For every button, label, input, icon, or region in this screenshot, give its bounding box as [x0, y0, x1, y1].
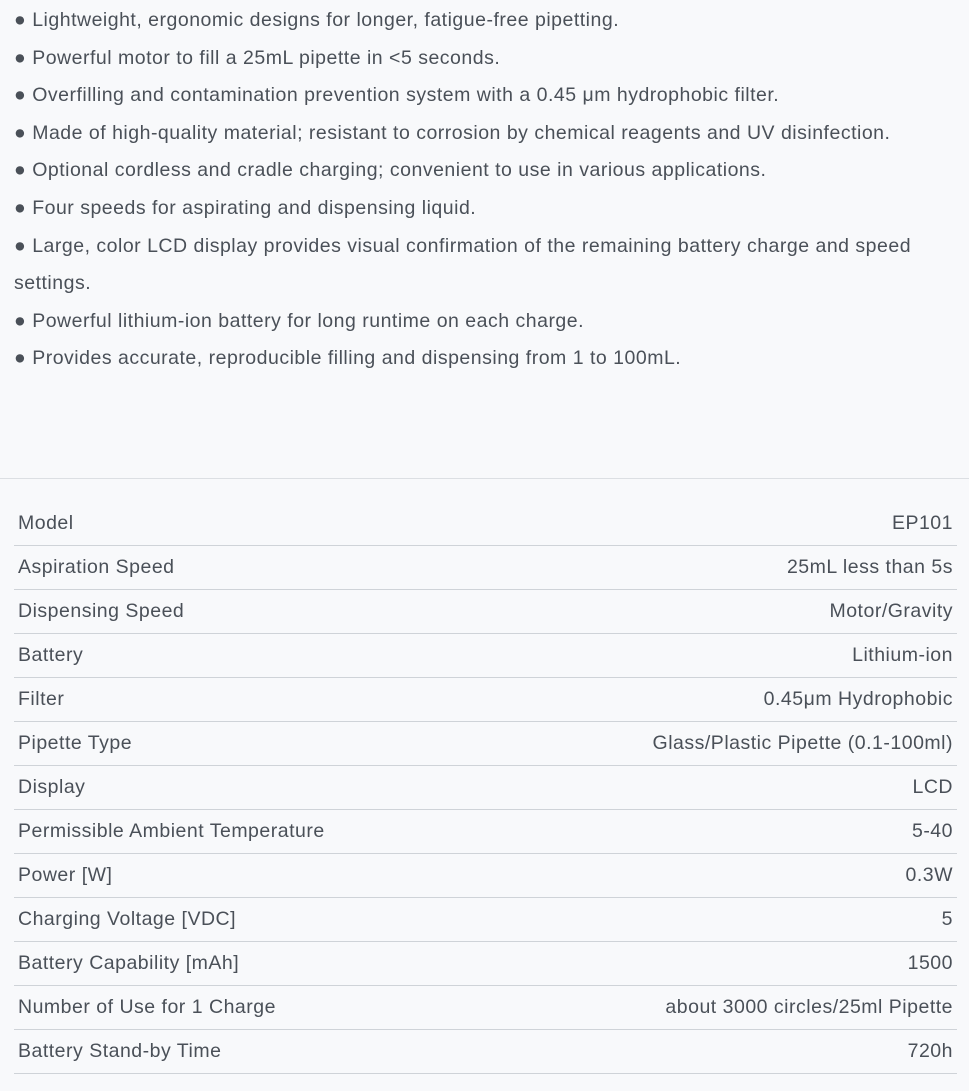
spec-row-uses-per-charge: [14, 986, 957, 1030]
spec-row-battery-capability: [14, 942, 957, 986]
feature-item: ● Overfilling and contamination prevention system with a 0.45 μm hydrophobic filter.: [14, 84, 780, 107]
spec-label: Charging Voltage [VDC]: [18, 908, 237, 930]
spec-label: Battery Capability [mAh]: [18, 952, 240, 974]
spec-value: 5-40: [911, 820, 953, 842]
spec-value: 1500: [907, 952, 953, 974]
spec-value: 5: [941, 908, 953, 930]
spec-value: EP101: [891, 512, 953, 534]
spec-row-standby-time: [14, 1030, 957, 1074]
spec-label: Filter: [18, 688, 65, 710]
spec-label: Dispensing Speed: [18, 600, 185, 622]
feature-item: ● Provides accurate, reproducible filling and dispensing from 1 to 100mL.: [14, 347, 682, 370]
spec-label: Permissible Ambient Temperature: [18, 820, 325, 842]
spec-row-battery: [14, 634, 957, 678]
feature-item: ● Large, color LCD display provides visual confirmation of the remaining battery charge and speed settings.: [14, 234, 912, 295]
spec-value: 0.45μm Hydrophobic: [763, 688, 953, 710]
spec-value: LCD: [912, 776, 953, 798]
spec-value: 0.3W: [905, 864, 953, 886]
spec-label: Battery Stand-by Time: [18, 1040, 222, 1062]
spec-value: Motor/Gravity: [829, 600, 953, 622]
spec-row-aspiration-speed: [14, 546, 957, 590]
spec-row-model: [14, 502, 957, 546]
specification-table: [14, 502, 957, 1074]
spec-label: Model: [18, 512, 74, 534]
spec-row-filter: [14, 678, 957, 722]
spec-label: Display: [18, 776, 86, 798]
spec-value: Glass/Plastic Pipette (0.1-100ml): [652, 732, 953, 754]
spec-label: Power [W]: [18, 864, 113, 886]
feature-item: ● Powerful lithium-ion battery for long runtime on each charge.: [14, 309, 585, 332]
spec-label: Aspiration Speed: [18, 556, 175, 578]
feature-item: ● Lightweight, ergonomic designs for longer, fatigue-free pipetting.: [14, 9, 620, 31]
spec-value: about 3000 circles/25ml Pipette: [665, 996, 953, 1018]
spec-label: Pipette Type: [18, 732, 133, 754]
feature-item: ● Made of high-quality material; resistant to corrosion by chemical reagents and UV disinfection.: [14, 121, 891, 144]
spec-value: 720h: [907, 1040, 953, 1062]
spec-row-pipette-type: [14, 722, 957, 766]
feature-item: ● Four speeds for aspirating and dispensing liquid.: [14, 196, 477, 219]
spec-row-power: [14, 854, 957, 898]
section-divider: [0, 478, 969, 479]
spec-row-dispensing-speed: [14, 590, 957, 634]
spec-label: Battery: [18, 644, 84, 666]
spec-label: Number of Use for 1 Charge: [18, 996, 276, 1018]
spec-value: 25mL less than 5s: [786, 556, 953, 578]
feature-item: ● Powerful motor to fill a 25mL pipette in <5 seconds.: [14, 46, 501, 69]
spec-row-ambient-temperature: [14, 810, 957, 854]
feature-list: [14, 2, 959, 378]
spec-row-charging-voltage: [14, 898, 957, 942]
spec-value: Lithium-ion: [852, 644, 953, 666]
spec-row-display: [14, 766, 957, 810]
feature-item: ● Optional cordless and cradle charging; convenient to use in various applications.: [14, 159, 767, 182]
